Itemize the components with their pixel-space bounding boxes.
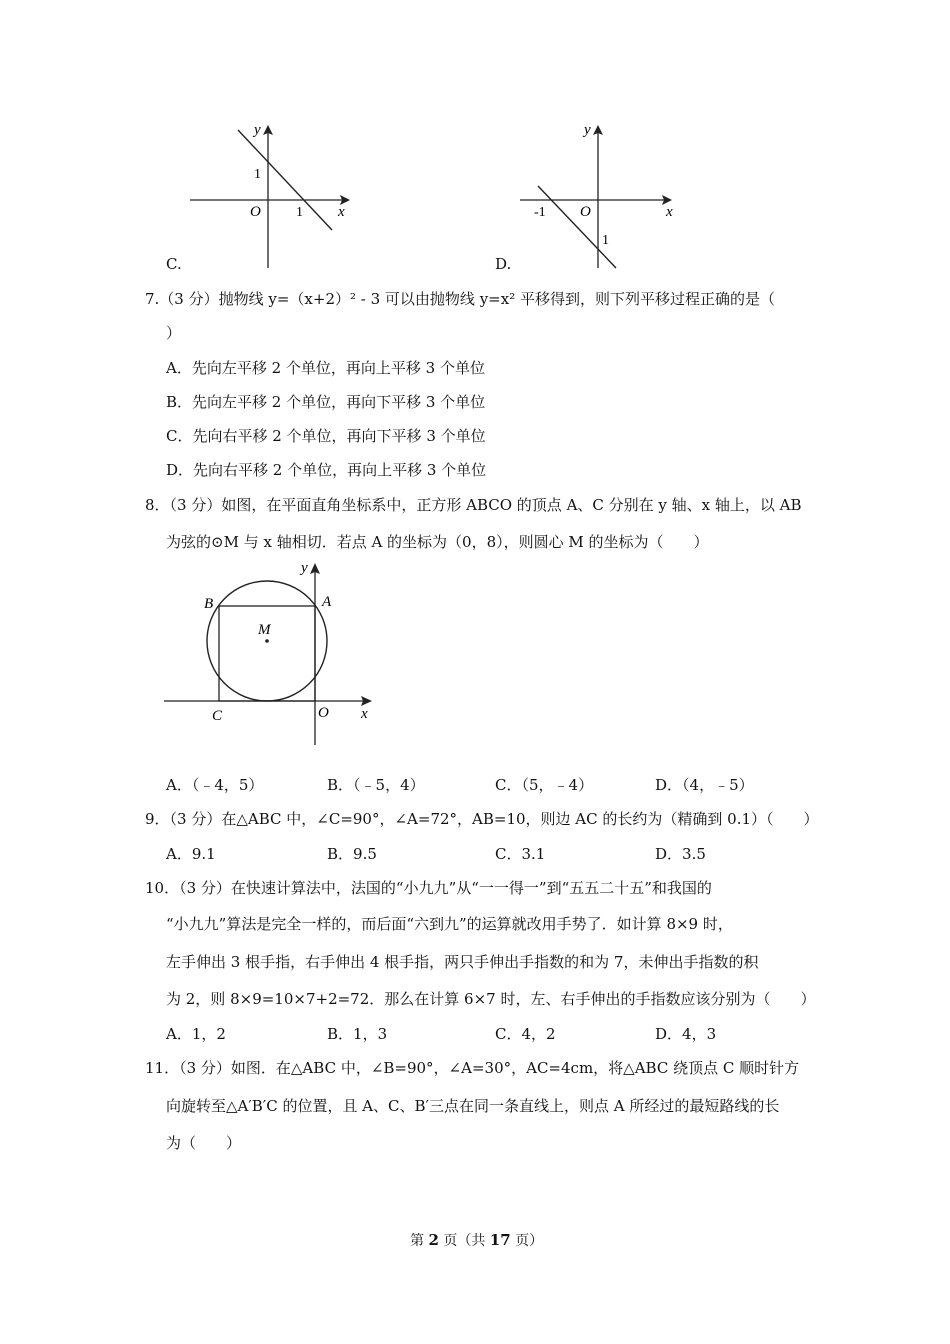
footer-middle: 页（共 <box>443 1233 486 1249</box>
q9-stem: 9．（3 分）在△ABC 中，∠C=90°，∠A=72°，AB=10，则边 AC 的长约为（精确到 0.1）（ ） <box>145 810 819 828</box>
q10-stem-line2: “小九九”算法是完全一样的，而后面“六到九”的运算就改用手势了．如计算 8×9 时， <box>166 915 733 933</box>
q10-option-b: B．1，3 <box>327 1025 388 1043</box>
q8-label-a: A <box>322 594 332 610</box>
q8-stem-line2: 为弦的⊙M 与 x 轴相切．若点 A 的坐标为（0，8），则圆心 M 的坐标为（ ） <box>166 533 709 551</box>
graph-c-origin-label: O <box>250 204 261 220</box>
q9-option-b: B．9.5 <box>327 845 377 863</box>
graph-c <box>190 118 360 273</box>
graph-d-y-label: y <box>584 122 591 138</box>
q8-option-d: D．（4，﹣5） <box>655 776 754 794</box>
q8-label-o: O <box>318 705 329 721</box>
q11-stem-line2: 向旋转至△A′B′C 的位置，且 A、C、B′三点在同一条直线上，则点 A 所经过的最短路线的长 <box>166 1097 780 1115</box>
q8-figure <box>160 555 390 750</box>
footer-page-number: 2 <box>428 1231 439 1249</box>
q7-option-a: A．先向左平移 2 个单位，再向上平移 3 个单位 <box>166 359 485 377</box>
q9-option-a: A．9.1 <box>166 845 216 863</box>
q7-stem-line1: 7.（3 分）抛物线 y=（x+2）² - 3 可以由抛物线 y=x² 平移得到，则下列平移过程正确的是（ <box>145 290 775 308</box>
graph-c-y-intercept: 1 <box>254 167 261 182</box>
q10-stem-line4: 为 2，则 8×9=10×7+2=72．那么在计算 6×7 时，左、右手伸出的手指数应该分别为（ ） <box>166 990 816 1008</box>
q10-option-a: A．1，2 <box>166 1025 226 1043</box>
q11-stem-line3: 为（ ） <box>166 1134 242 1152</box>
graph-c-y-label: y <box>254 122 261 138</box>
graph-d-x-intercept: -1 <box>534 205 546 220</box>
graph-d-y-intercept: 1 <box>602 233 609 248</box>
graph-d-x-label: x <box>666 204 673 220</box>
q8-label-m: M <box>258 622 271 638</box>
q8-option-c: C．（5，﹣4） <box>495 776 594 794</box>
q9-option-d: D．3.5 <box>655 845 706 863</box>
q7-option-b: B．先向左平移 2 个单位，再向下平移 3 个单位 <box>166 393 486 411</box>
q7-stem-line2: ） <box>166 324 182 342</box>
q10-option-d: D．4，3 <box>655 1025 717 1043</box>
q10-stem-line1: 10．（3 分）在快速计算法中，法国的“小九九”从“一一得一”到“五五二十五”和我国的 <box>145 879 712 897</box>
q7-option-c: C．先向右平移 2 个单位，再向下平移 3 个单位 <box>166 427 486 445</box>
option-c-label: C. <box>166 255 182 273</box>
graph-c-x-intercept: 1 <box>296 205 303 220</box>
footer-prefix: 第 <box>410 1233 424 1249</box>
q11-stem-line1: 11．（3 分）如图．在△ABC 中，∠B=90°，∠A=30°，AC=4cm，将△ABC 绕顶点 C 顺时针方 <box>145 1059 800 1077</box>
q8-stem-line1: 8．（3 分）如图，在平面直角坐标系中，正方形 ABCO 的顶点 A、C 分别在 y 轴、x 轴上，以 AB <box>145 496 802 514</box>
option-d-label: D. <box>495 255 512 273</box>
q8-label-y: y <box>301 560 308 576</box>
q8-label-c: C <box>212 708 223 724</box>
graph-c-x-label: x <box>338 204 345 220</box>
graph-d-origin-label: O <box>580 204 591 220</box>
q9-option-c: C．3.1 <box>495 845 546 863</box>
q8-label-x: x <box>361 706 368 722</box>
footer-total-pages: 17 <box>489 1231 511 1249</box>
q7-option-d: D．先向右平移 2 个单位，再向上平移 3 个单位 <box>166 461 487 479</box>
graph-d <box>520 118 690 273</box>
q10-option-c: C．4，2 <box>495 1025 556 1043</box>
q8-option-b: B．（﹣5，4） <box>327 776 425 794</box>
footer-suffix: 页） <box>515 1233 544 1249</box>
q8-option-a: A．（﹣4，5） <box>166 776 264 794</box>
q8-label-b: B <box>204 596 214 612</box>
q10-stem-line3: 左手伸出 3 根手指，右手伸出 4 根手指，两只手伸出手指数的和为 7，未伸出手指数的积 <box>166 953 759 971</box>
page-footer <box>410 1230 543 1250</box>
